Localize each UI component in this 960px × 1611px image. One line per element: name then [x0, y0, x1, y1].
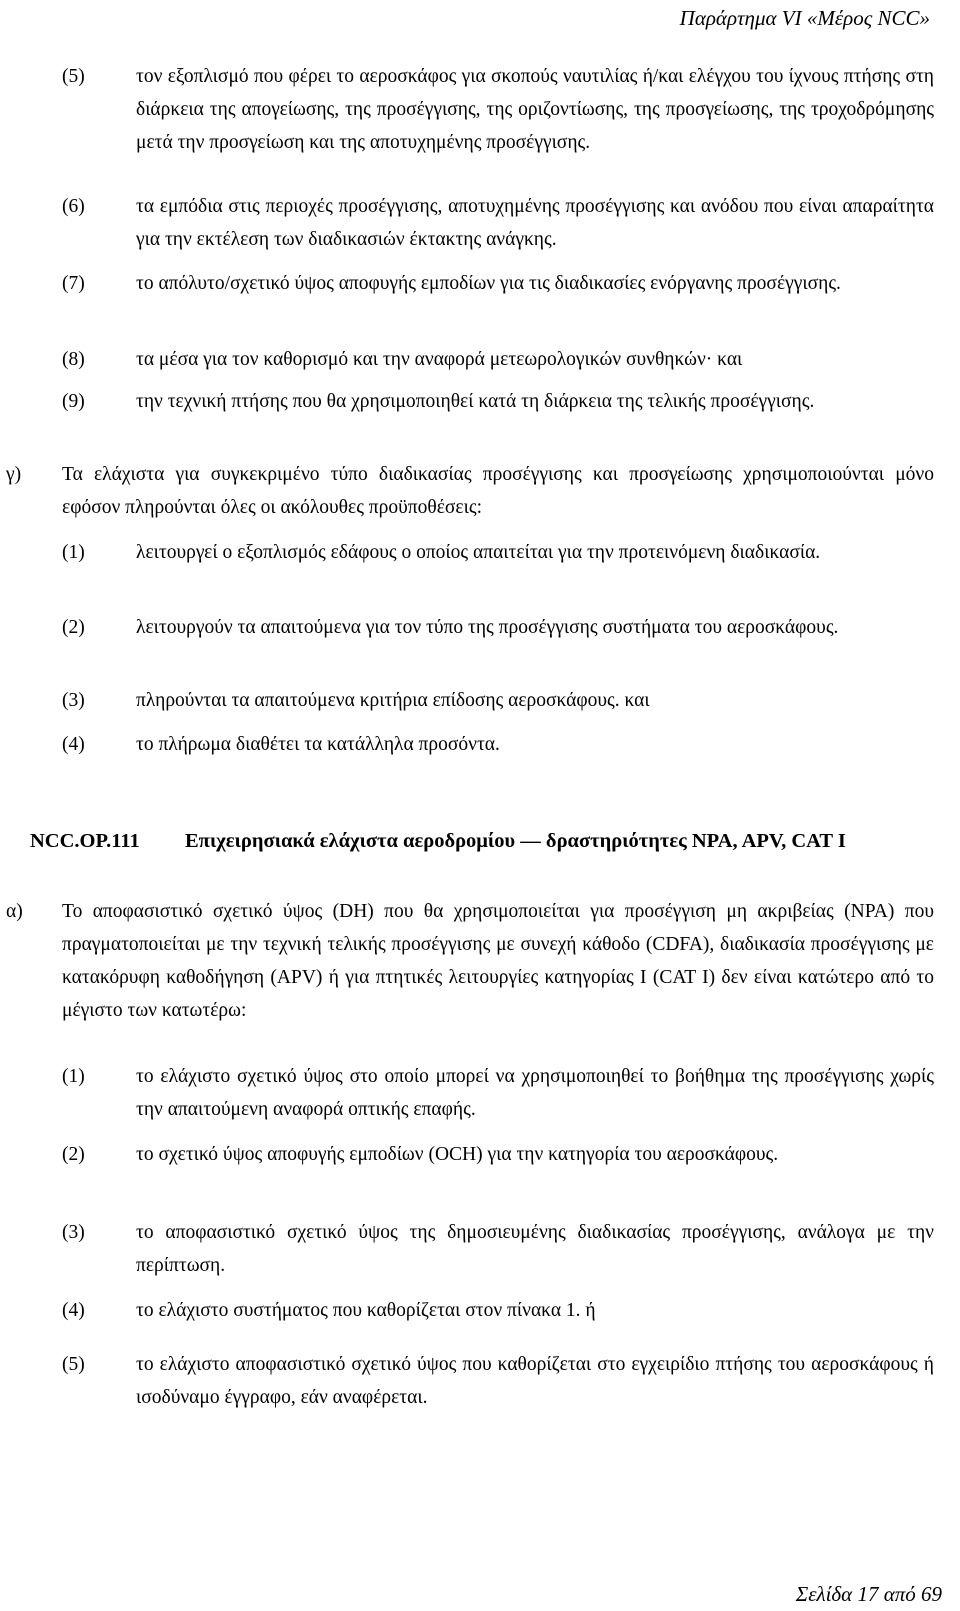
item-text: λειτουργούν τα απαιτούμενα για τον τύπο της προσέγγισης συστήματα του αεροσκάφους. [136, 617, 839, 638]
section-marker: γ) [6, 464, 22, 485]
item-text: το ελάχιστο αποφασιστικό σχετικό ύψος που καθορίζεται στο εγχειρίδιο πτήσης του αεροσκάφους ή ισοδύναμο έγγραφο, εάν αναφέρεται. [136, 1354, 934, 1408]
item-text: τα εμπόδια στις περιοχές προσέγγισης, αποτυχημένης προσέγγισης και ανόδου που είναι απαραίτητα για την εκτέλεση των διαδικασιών έκτακτης ανάγκης. [136, 196, 934, 250]
item-number: (3) [62, 690, 85, 711]
item-text: το πλήρωμα διαθέτει τα κατάλληλα προσόντα. [136, 734, 500, 755]
item-number: (5) [62, 66, 85, 87]
section-intro: Το αποφασιστικό σχετικό ύψος (DH) που θα χρησιμοποιείται για προσέγγιση μη ακριβείας (NPA) που πραγματοποιείται με την τεχνική τελικής προσέγγισης με συνεχή κάθοδο (CDFA), διαδικασία προσέγγισης με κατακόρυφη καθοδήγηση (APV) ή για πτητικές λειτουργίες κατηγορίας I (CAT I) δεν είναι κατώτερο από το μέγιστο των κατωτέρω: [62, 901, 934, 1021]
item-text: το σχετικό ύψος αποφυγής εμποδίων (OCH) για την κατηγορία του αεροσκάφους. [136, 1144, 779, 1165]
item-text: το ελάχιστο σχετικό ύψος στο οποίο μπορεί να χρησιμοποιηθεί το βοήθημα της προσέγγισης χωρίς την απαιτούμενη αναφορά οπτικής επαφής. [136, 1066, 934, 1120]
item-text: λειτουργεί ο εξοπλισμός εδάφους ο οποίος απαιτείται για την προτεινόμενη διαδικασία. [136, 542, 821, 563]
item-number: (1) [62, 542, 85, 563]
item-number: (7) [62, 273, 85, 294]
section-marker: α) [6, 901, 23, 922]
item-number: (3) [62, 1222, 85, 1243]
item-number: (9) [62, 391, 85, 412]
item-text: το ελάχιστο συστήματος που καθορίζεται στον πίνακα 1. ή [136, 1300, 596, 1321]
item-number: (1) [62, 1066, 85, 1087]
item-text: τον εξοπλισμό που φέρει το αεροσκάφος για σκοπούς ναυτιλίας ή/και ελέγχου του ίχνους πτήσης στη διάρκεια της απογείωσης, της προσέγγισης, της οριζοντίωσης, της προσγείωσης, της τροχοδρόμησης μετά την προσγείωση και της αποτυχημένης προσέγγισης. [136, 66, 934, 153]
item-text: τα μέσα για τον καθορισμό και την αναφορά μετεωρολογικών συνθηκών· και [136, 349, 743, 370]
item-number: (8) [62, 349, 85, 370]
item-number: (5) [62, 1354, 85, 1375]
page-number: Σελίδα 17 από 69 [795, 1582, 942, 1606]
item-number: (2) [62, 617, 85, 638]
item-number: (6) [62, 196, 85, 217]
item-number: (4) [62, 734, 85, 755]
section-heading-id: NCC.OP.111 [30, 830, 140, 852]
item-text: πληρούνται τα απαιτούμενα κριτήρια επίδοσης αεροσκάφους. και [136, 690, 650, 711]
item-text: το αποφασιστικό σχετικό ύψος της δημοσιευμένης διαδικασίας προσέγγισης, ανάλογα με την περίπτωση. [136, 1222, 934, 1276]
item-text: το απόλυτο/σχετικό ύψος αποφυγής εμποδίων για τις διαδικασίες ενόργανης προσέγγισης. [136, 273, 841, 294]
item-number: (2) [62, 1144, 85, 1165]
section-heading-title: Επιχειρησιακά ελάχιστα αεροδρομίου — δραστηριότητες NPA, APV, CAT I [185, 830, 846, 852]
item-number: (4) [62, 1300, 85, 1321]
running-header: Παράρτημα VI «Μέρος NCC» [679, 6, 930, 30]
item-text: την τεχνική πτήσης που θα χρησιμοποιηθεί κατά τη διάρκεια της τελικής προσέγγισης. [136, 391, 815, 412]
section-intro: Τα ελάχιστα για συγκεκριμένο τύπο διαδικασίας προσέγγισης και προσγείωσης χρησιμοποιούνται μόνο εφόσον πληρούνται όλες οι ακόλουθες προϋποθέσεις: [62, 464, 934, 518]
